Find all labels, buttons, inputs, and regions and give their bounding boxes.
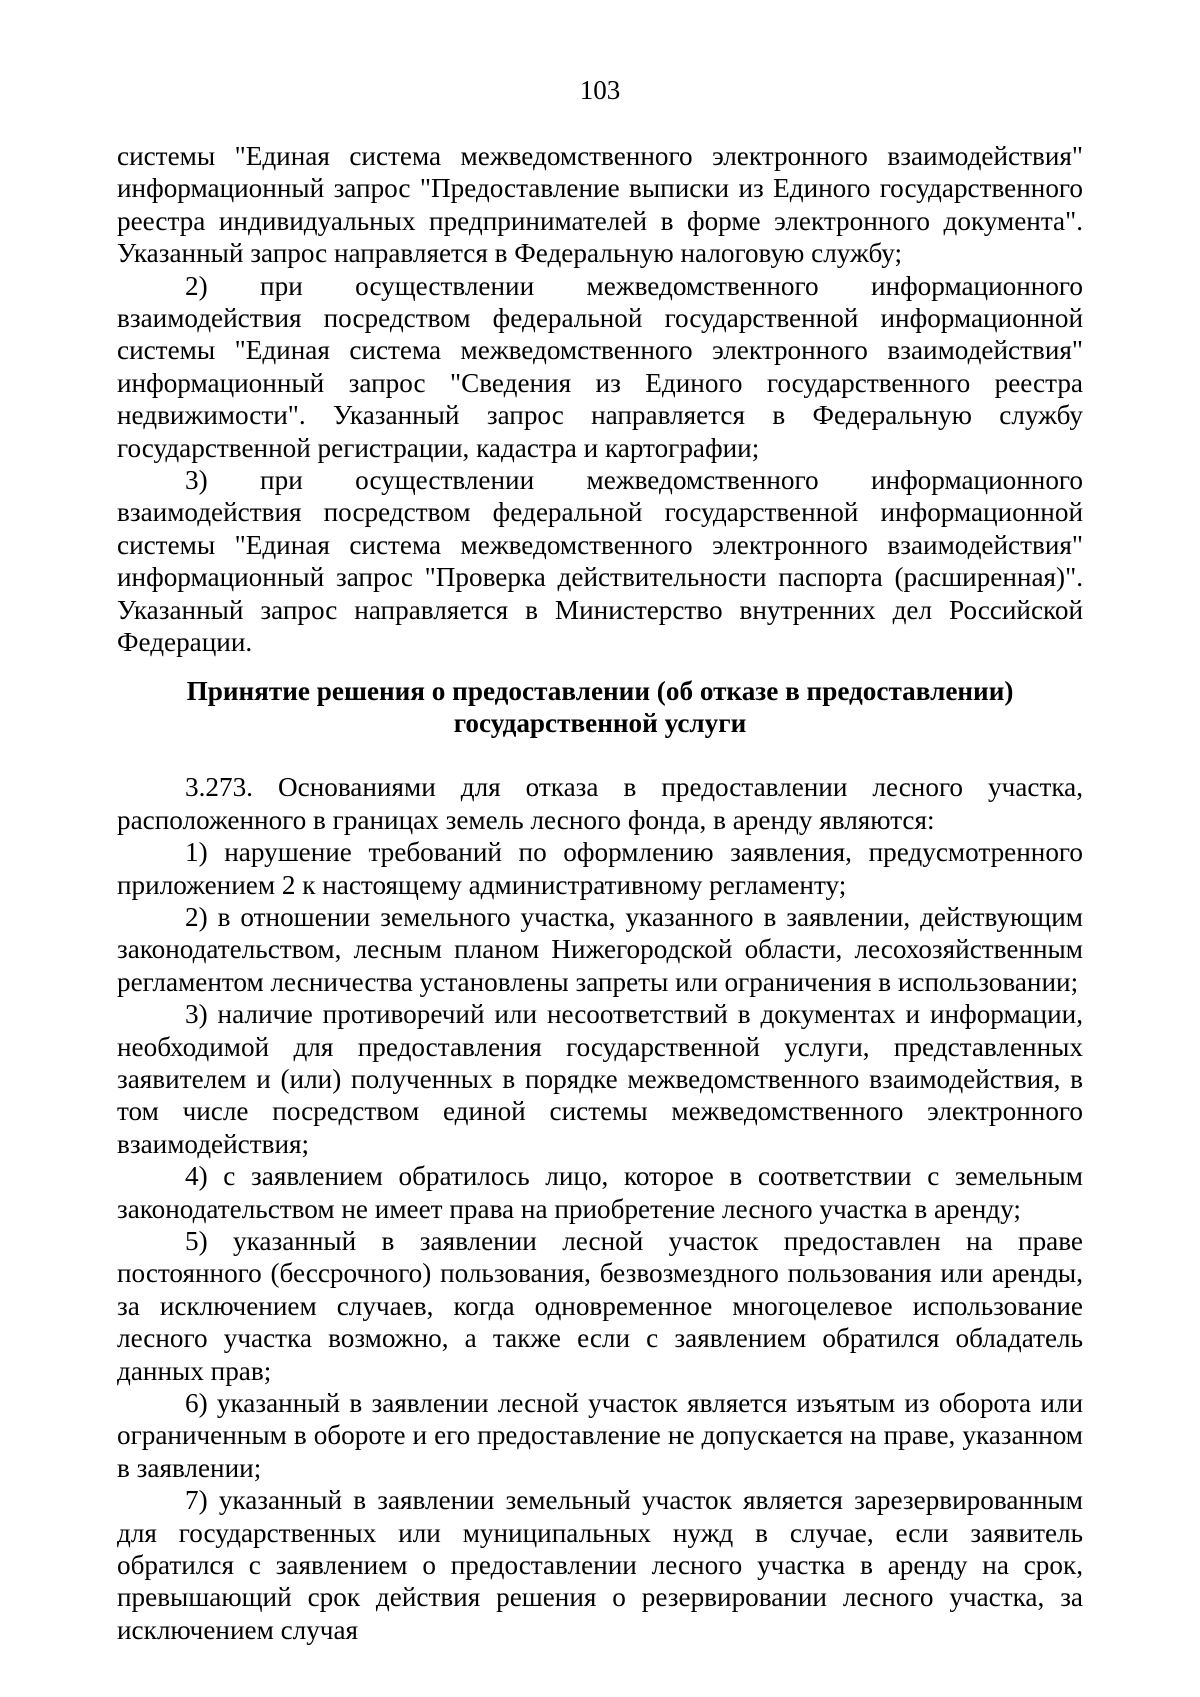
- list-item-2: 2) в отношении земельного участка, указанного в заявлении, действующим законодательством, лесным планом Нижегородской области, лесохозяйственным регламентом лесничества установлены запреты или ограничения в использовании;: [117, 901, 1083, 997]
- list-item-5: 5) указанный в заявлении лесной участок предоставлен на праве постоянного (бессрочного) пользования, безвозмездного пользования или аренды, за исключением случаев, когда одновременное многоцелевое использование лесного участка возможно, а также если с заявлением обратился обладатель данных прав;: [117, 1226, 1083, 1386]
- page-number: 103: [579, 75, 621, 105]
- list-item-3: 3) наличие противоречий или несоответствий в документах и информации, необходимой для предоставления государственной услуги, представленных заявителем и (или) полученных в порядке межведомственного взаимодействия, в том числе посредством единой системы межведомственного электронного взаимодействия;: [117, 999, 1083, 1159]
- document-body: [117, 140, 1083, 1646]
- paragraph-item-2: 2) при осуществлении межведомственного информационного взаимодействия посредством федеральной государственной информационной системы "Единая система межведомственного электронного взаимодействия" информационный запрос "Сведения из Единого государственного реестра недвижимости". Указанный запрос направляется в Федеральную службу государственной регистрации, кадастра и картографии;: [117, 270, 1083, 463]
- list-item-6: 6) указанный в заявлении лесной участок является изъятым из оборота или ограниченным в обороте и его предоставление не допускается на праве, указанном в заявлении;: [117, 1388, 1083, 1483]
- section-heading: [117, 675, 1083, 740]
- list-item-1: 1) нарушение требований по оформлению заявления, предусмотренного приложением 2 к настоящему административному регламенту;: [117, 837, 1083, 900]
- paragraph-continuation: системы "Единая система межведомственного электронного взаимодействия" информационный запрос "Предоставление выписки из Единого государственного реестра индивидуальных предпринимателей в форме электронного документа". Указанный запрос направляется в Федеральную налоговую службу;: [117, 141, 1083, 269]
- section-heading-line-2: государственной услуги: [453, 707, 747, 738]
- paragraph-3-273: 3.273. Основаниями для отказа в предоставлении лесного участка, расположенного в границах земель лесного фонда, в аренду являются:: [117, 772, 1083, 835]
- section-heading-line-1: Принятие решения о предоставлении (об отказе в предоставлении): [186, 675, 1014, 706]
- list-item-7: 7) указанный в заявлении земельный участок является зарезервированным для государственных или муниципальных нужд в случае, если заявитель обратился с заявлением о предоставлении лесного участка в аренду на срок, превышающий срок действия решения о резервировании лесного участка, за исключением случая: [117, 1485, 1083, 1645]
- paragraph-item-3: 3) при осуществлении межведомственного информационного взаимодействия посредством федеральной государственной информационной системы "Единая система межведомственного электронного взаимодействия" информационный запрос "Проверка действительности паспорта (расширенная)". Указанный запрос направляется в Министерство внутренних дел Российской Федерации.: [117, 465, 1083, 658]
- list-item-4: 4) с заявлением обратилось лицо, которое в соответствии с земельным законодательством не имеет права на приобретение лесного участка в аренду;: [117, 1161, 1083, 1224]
